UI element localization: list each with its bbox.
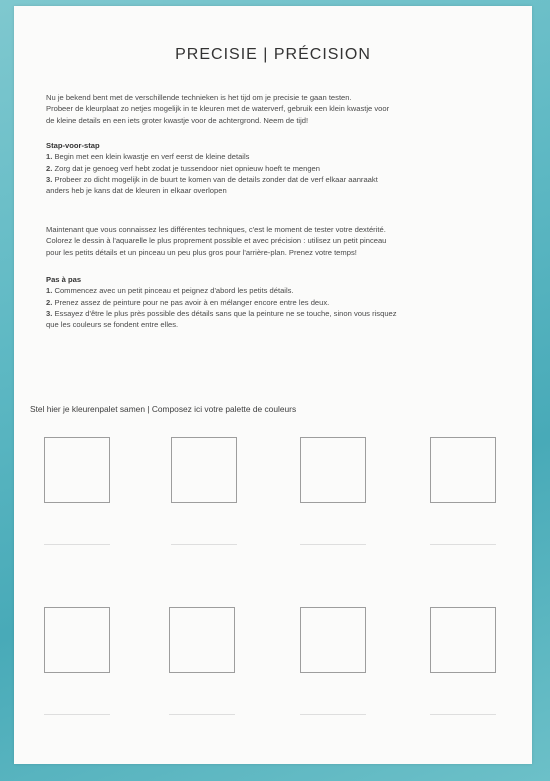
intro-line: de kleine details en een iets groter kwastje voor de achtergrond. Neem de tijd! xyxy=(46,115,309,125)
swatch-name-line[interactable] xyxy=(430,544,496,545)
step-text: Zorg dat je genoeg verf hebt zodat je tussendoor niet opnieuw hoeft te mengen xyxy=(54,163,321,173)
swatch-name-line[interactable] xyxy=(44,714,110,715)
steps-heading: Stap-voor-stap xyxy=(46,141,100,150)
step-item xyxy=(46,185,508,196)
color-swatch-box[interactable] xyxy=(44,437,110,503)
color-swatch-box[interactable] xyxy=(430,607,496,673)
step-item xyxy=(46,308,508,319)
step-text: Essayez d'être le plus près possible des détails sans que la peinture ne se touche, sinon vous risquez xyxy=(54,308,397,318)
intro-line: Nu je bekend bent met de verschillende technieken is het tijd om je precisie te gaan testen. xyxy=(46,93,352,102)
swatch-name-line[interactable] xyxy=(300,714,366,715)
color-swatch-box[interactable] xyxy=(171,437,237,503)
step-item xyxy=(46,174,508,185)
color-swatch-box[interactable] xyxy=(430,437,496,503)
step-number: 3. xyxy=(46,308,53,318)
swatch-name-line[interactable] xyxy=(171,544,237,545)
step-text: Commencez avec un petit pinceau et peignez d'abord les petits détails. xyxy=(54,286,294,296)
intro-dutch xyxy=(46,92,508,126)
palette-label: Stel hier je kleurenpalet samen | Composez ici votre palette de couleurs xyxy=(30,404,297,414)
color-swatch-box[interactable] xyxy=(44,607,110,673)
intro-line: Probeer de kleurplaat zo netjes mogelijk in te kleuren met de waterverf, gebruik een klein kwastje voor xyxy=(46,104,390,114)
step-item xyxy=(46,163,508,174)
worksheet-paper xyxy=(14,6,532,764)
step-number: 3. xyxy=(46,174,53,184)
swatch-name-line[interactable] xyxy=(169,714,235,715)
step-number: 1. xyxy=(46,152,53,162)
steps-dutch xyxy=(46,140,508,196)
step-text: que les couleurs se fondent entre elles. xyxy=(46,320,179,330)
step-number: 1. xyxy=(46,286,53,296)
swatch-name-line[interactable] xyxy=(300,544,366,545)
step-text: anders heb je kans dat de kleuren in elkaar overlopen xyxy=(46,186,227,196)
step-number: 2. xyxy=(46,297,53,307)
step-item xyxy=(46,285,508,296)
step-item xyxy=(46,319,508,330)
intro-line: Maintenant que vous connaissez les différentes techniques, c'est le moment de tester votre dextérité. xyxy=(46,225,386,234)
step-number: 2. xyxy=(46,163,53,173)
step-text: Probeer zo dicht mogelijk in de buurt te komen van de details zonder dat de verf elkaar aanraakt xyxy=(54,174,378,184)
steps-heading: Pas à pas xyxy=(46,275,82,284)
swatch-name-line[interactable] xyxy=(44,544,110,545)
color-swatch-box[interactable] xyxy=(300,437,366,503)
steps-french xyxy=(46,274,508,330)
page-title: PRECISIE | PRÉCISION xyxy=(175,46,371,63)
intro-line: pour les petits détails et un pinceau un peu plus gros pour l'arrière-plan. Prenez votre temps! xyxy=(46,247,357,257)
swatch-name-line[interactable] xyxy=(430,714,496,715)
step-item xyxy=(46,151,508,162)
color-swatch-box[interactable] xyxy=(300,607,366,673)
color-swatch-box[interactable] xyxy=(169,607,235,673)
step-text: Prenez assez de peinture pour ne pas avoir à en mélanger encore entre les deux. xyxy=(54,297,330,307)
step-item xyxy=(46,297,508,308)
intro-french xyxy=(46,224,508,258)
intro-line: Colorez le dessin à l'aquarelle le plus proprement possible et avec précision : utilisez un petit pinceau xyxy=(46,236,387,246)
step-text: Begin met een klein kwastje en verf eerst de kleine details xyxy=(54,152,250,162)
